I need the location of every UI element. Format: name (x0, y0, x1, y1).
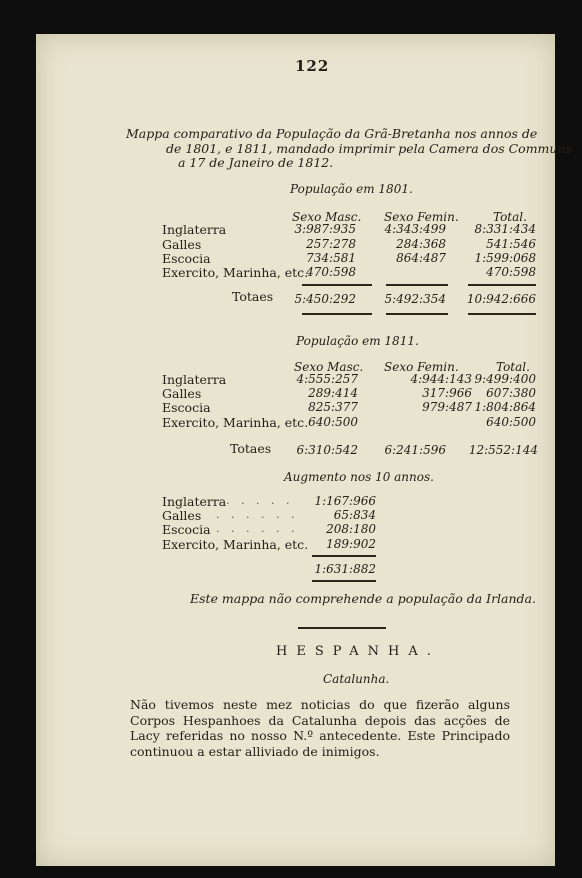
table-1801-row-fem: 284:368 (396, 237, 446, 251)
table-1811-totals-label: Totaes (230, 441, 272, 456)
table-1801-row-masc: 3:987:935 (294, 222, 356, 236)
leader-dots: . . . . . (226, 494, 294, 507)
table-1811-row-total: 1:804:864 (474, 400, 536, 414)
col-header-total: Total. (496, 360, 530, 374)
augmento-row-label: Exercito, Marinha, etc. (162, 537, 309, 552)
rule (386, 313, 448, 315)
table-1811-row-masc: 4:555:257 (296, 372, 358, 386)
col-header-masc: Sexo Masc. (292, 210, 362, 224)
rule (302, 313, 372, 315)
rule (468, 284, 536, 286)
augmento-row-value: 208:180 (326, 522, 376, 536)
rule (468, 313, 536, 315)
table-1811-row-masc: 640:500 (308, 415, 358, 429)
page-number: 122 (295, 57, 330, 75)
title-line-1: Mappa comparativo da População da Grã-Bretanha nos annos de (126, 126, 538, 141)
section-title: HESPANHA. (276, 644, 440, 659)
table-1801-row-label: Galles (162, 237, 202, 252)
rule (312, 555, 376, 557)
table-1801-heading: População em 1801. (290, 182, 413, 196)
table-1801-row-total: 1:599:068 (474, 251, 536, 265)
table-1811-row-fem: 317:966 (422, 386, 472, 400)
table-1801-row-fem: 4:343:499 (384, 222, 446, 236)
table-1811-row-masc: 289:414 (308, 386, 358, 400)
augmento-row-label: Escocia (162, 522, 211, 537)
augmento-row-label: Galles (162, 508, 202, 523)
table-1811-row-fem: 979:487 (422, 400, 472, 414)
augmento-row-label: Inglaterra (162, 494, 227, 509)
table-1811-total-masc: 6:310:542 (296, 443, 358, 457)
subsection-title: Catalunha. (323, 672, 390, 686)
rule (312, 580, 376, 582)
table-1811-row-label: Inglaterra (162, 372, 227, 387)
note-irlanda: Este mappa não comprehende a população da Irlanda. (190, 591, 536, 606)
rule (302, 284, 372, 286)
leader-dots: . . . . . . (216, 522, 299, 535)
augmento-row-value: 189:902 (326, 537, 376, 551)
table-1811-row-fem: 4:944:143 (410, 372, 472, 386)
table-1811-total-total: 12:552:144 (468, 443, 538, 457)
col-header-masc: Sexo Masc. (294, 360, 364, 374)
section-rule (298, 627, 386, 629)
table-1801-row-label: Inglaterra (162, 222, 227, 237)
table-1811-row-label: Escocia (162, 400, 211, 415)
col-header-fem: Sexo Femin. (384, 360, 459, 374)
table-1811-row-masc: 825:377 (308, 400, 358, 414)
body-paragraph: Não tivemos neste mez noticias do que fizerão alguns Corpos Hespanhoes da Catalunha depois das acções de Lacy referidas no nosso N.º antecedente. Este Principado continuou a estar alliviado de inimigos. (130, 697, 510, 759)
table-1811-row-total: 607:380 (486, 386, 536, 400)
table-1801-row-total: 541:546 (486, 237, 536, 251)
title-line-2: de 1801, e 1811, mandado imprimir pela Camera dos Communs (166, 141, 572, 156)
table-1801-row-label: Exercito, Marinha, etc. (162, 265, 309, 280)
table-1811-row-label: Galles (162, 386, 202, 401)
table-1801-row-total: 470:598 (486, 265, 536, 279)
col-header-fem: Sexo Femin. (384, 210, 459, 224)
augmento-total: 1:631:882 (314, 562, 376, 576)
leader-dots: . . . . . . (216, 508, 299, 521)
table-1801-row-masc: 734:581 (306, 251, 356, 265)
table-1801-totals-label: Totaes (232, 289, 274, 304)
table-1811-total-fem: 6:241:596 (384, 443, 446, 457)
table-1801-row-masc: 257:278 (306, 237, 356, 251)
table-1801-row-total: 8:331:434 (474, 222, 536, 236)
augmento-row-value: 65:834 (333, 508, 376, 522)
augmento-heading: Augmento nos 10 annos. (284, 470, 434, 484)
table-1811-row-total: 640:500 (486, 415, 536, 429)
table-1801-total-fem: 5:492:354 (384, 292, 446, 306)
augmento-row-value: 1:167:966 (314, 494, 376, 508)
table-1801-row-label: Escocia (162, 251, 211, 266)
table-1801-total-total: 10:942:666 (466, 292, 536, 306)
table-1801-row-masc: 470:598 (306, 265, 356, 279)
rule (386, 284, 448, 286)
title-line-3: a 17 de Janeiro de 1812. (178, 155, 334, 170)
table-1801-total-masc: 5:450:292 (294, 292, 356, 306)
table-1811-row-label: Exercito, Marinha, etc. (162, 415, 309, 430)
col-header-total: Total. (493, 210, 527, 224)
table-1811-row-total: 9:499:400 (474, 372, 536, 386)
table-1811-heading: População em 1811. (296, 334, 419, 348)
table-1801-row-fem: 864:487 (396, 251, 446, 265)
